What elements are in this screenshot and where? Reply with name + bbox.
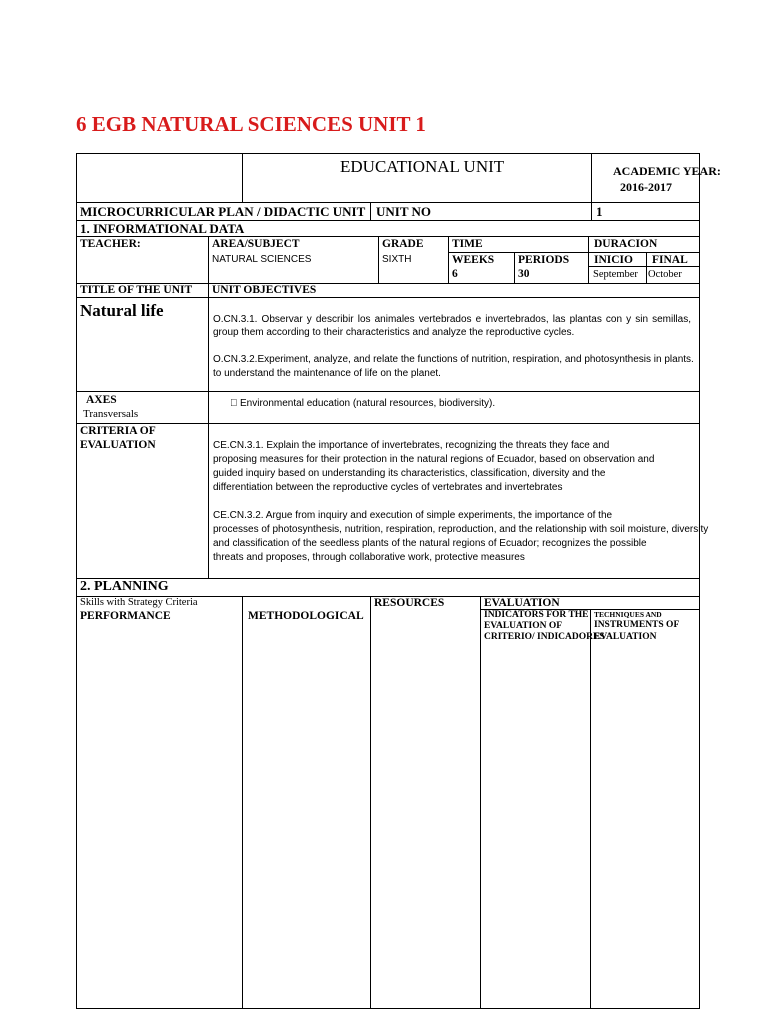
criterion-2-line: processes of photosynthesis, nutrition, respiration, reproduction, and the relationship with soil moisture, diversity xyxy=(213,524,709,535)
area-subject-label: AREA/SUBJECT xyxy=(212,238,300,250)
inicio-label: INICIO xyxy=(594,254,633,266)
criterion-1-line: proposing measures for their protection in the natural regions of Ecuador, based on observation and xyxy=(213,454,655,465)
rule xyxy=(514,252,515,283)
techniques-label: TECHNIQUES AND xyxy=(594,610,662,619)
weeks-value: 6 xyxy=(452,268,458,280)
unit-title-value: Natural life xyxy=(80,301,164,320)
unit-no-value: 1 xyxy=(596,204,603,219)
rule xyxy=(591,153,592,220)
rule xyxy=(448,236,449,283)
axes-label: AXES xyxy=(86,394,117,406)
section-2-heading: 2. PLANNING xyxy=(80,579,169,594)
rule xyxy=(590,609,591,1009)
academic-year-value: 2016-2017 xyxy=(620,180,672,194)
rule xyxy=(242,153,243,202)
criterion-2-line: CE.CN.3.2. Argue from inquiry and execution of simple experiments, the importance of the xyxy=(213,510,613,521)
rule xyxy=(370,596,371,1009)
rule xyxy=(646,252,647,283)
unit-objective-2-line: O.CN.3.2.Experiment, analyze, and relate the functions of nutrition, respiration, and photosynthesis in plants. xyxy=(213,354,694,365)
rule xyxy=(448,252,700,253)
indicators-label: EVALUATION OF xyxy=(484,621,563,631)
final-value: October xyxy=(648,269,682,280)
periods-label: PERIODS xyxy=(518,254,570,266)
microcurricular-plan-label: MICROCURRICULAR PLAN / DIDACTIC UNIT xyxy=(80,204,366,219)
section-1-heading: 1. INFORMATIONAL DATA xyxy=(80,221,245,236)
rule xyxy=(208,236,209,578)
criterion-1-line: guided inquiry based on understanding its characteristics, classification, diversity and the xyxy=(213,468,606,479)
teacher-label: TEACHER: xyxy=(80,238,141,250)
methodological-label: METHODOLOGICAL xyxy=(248,610,364,622)
duracion-label: DURACION xyxy=(594,238,658,250)
criterion-2-line: threats and proposes, through collaborative work, protective measures xyxy=(213,552,525,563)
axes-bullet-icon xyxy=(230,399,238,409)
weeks-label: WEEKS xyxy=(452,254,495,266)
unit-objective-2-line: to understand the maintenance of life on the planet. xyxy=(213,368,441,379)
rule xyxy=(76,391,700,392)
plan-table xyxy=(76,153,700,1009)
inicio-value: September xyxy=(593,269,638,280)
rule xyxy=(378,236,379,283)
unit-no-label: UNIT NO xyxy=(376,204,432,219)
rule xyxy=(76,423,700,424)
educational-unit-heading: EDUCATIONAL UNIT xyxy=(340,157,505,176)
unit-objectives-label: UNIT OBJECTIVES xyxy=(212,284,317,296)
evaluation-label: EVALUATION xyxy=(80,439,156,451)
grade-label: GRADE xyxy=(382,238,424,250)
criteria-label: CRITERIA OF xyxy=(80,425,156,437)
rule xyxy=(588,236,589,283)
evaluation-heading: EVALUATION xyxy=(484,597,560,609)
rule xyxy=(76,236,700,237)
skills-criteria-label: Skills with Strategy Criteria xyxy=(80,597,198,608)
criterion-1-line: differentiation between the reproductive cycles of vertebrates and invertebrates xyxy=(213,482,563,493)
rule xyxy=(76,297,700,298)
unit-objective-1: O.CN.3.1. Observar y describir los animales vertebrados e invertebrados, las plantas con y sin semillas, group them according to their characteristics and analyze the reproductive cycles. xyxy=(213,314,691,338)
rule xyxy=(370,202,371,220)
periods-value: 30 xyxy=(518,268,530,280)
criterion-1-line: CE.CN.3.1. Explain the importance of invertebrates, recognizing the threats they face and xyxy=(213,440,610,451)
area-subject-value: NATURAL SCIENCES xyxy=(212,254,312,265)
criterion-2-line: and classification of the seedless plants of the natural regions of Ecuador; recognizes the possible xyxy=(213,538,647,549)
rule xyxy=(242,596,243,1009)
time-label: TIME xyxy=(452,238,483,250)
grade-value: SIXTH xyxy=(382,254,412,265)
rule xyxy=(76,578,700,579)
evaluation-sub-label: EVALUATION xyxy=(594,632,657,642)
document-title: 6 EGB NATURAL SCIENCES UNIT 1 xyxy=(76,112,426,136)
rule xyxy=(76,202,700,203)
rule xyxy=(480,596,481,1009)
indicators-label: INDICATORS FOR THE xyxy=(484,610,589,620)
performance-label: PERFORMANCE xyxy=(80,610,171,622)
transversals-label: Transversals xyxy=(83,408,139,420)
indicators-label: CRITERIO/ INDICADORES xyxy=(484,632,605,642)
resources-label: RESOURCES xyxy=(374,597,445,609)
instruments-label: INSTRUMENTS OF xyxy=(594,620,680,630)
academic-year-label: ACADEMIC YEAR: xyxy=(613,164,721,178)
axes-value: Environmental education (natural resources, biodiversity). xyxy=(240,398,496,409)
title-of-unit-label: TITLE OF THE UNIT xyxy=(80,284,193,296)
final-label: FINAL xyxy=(652,254,688,266)
